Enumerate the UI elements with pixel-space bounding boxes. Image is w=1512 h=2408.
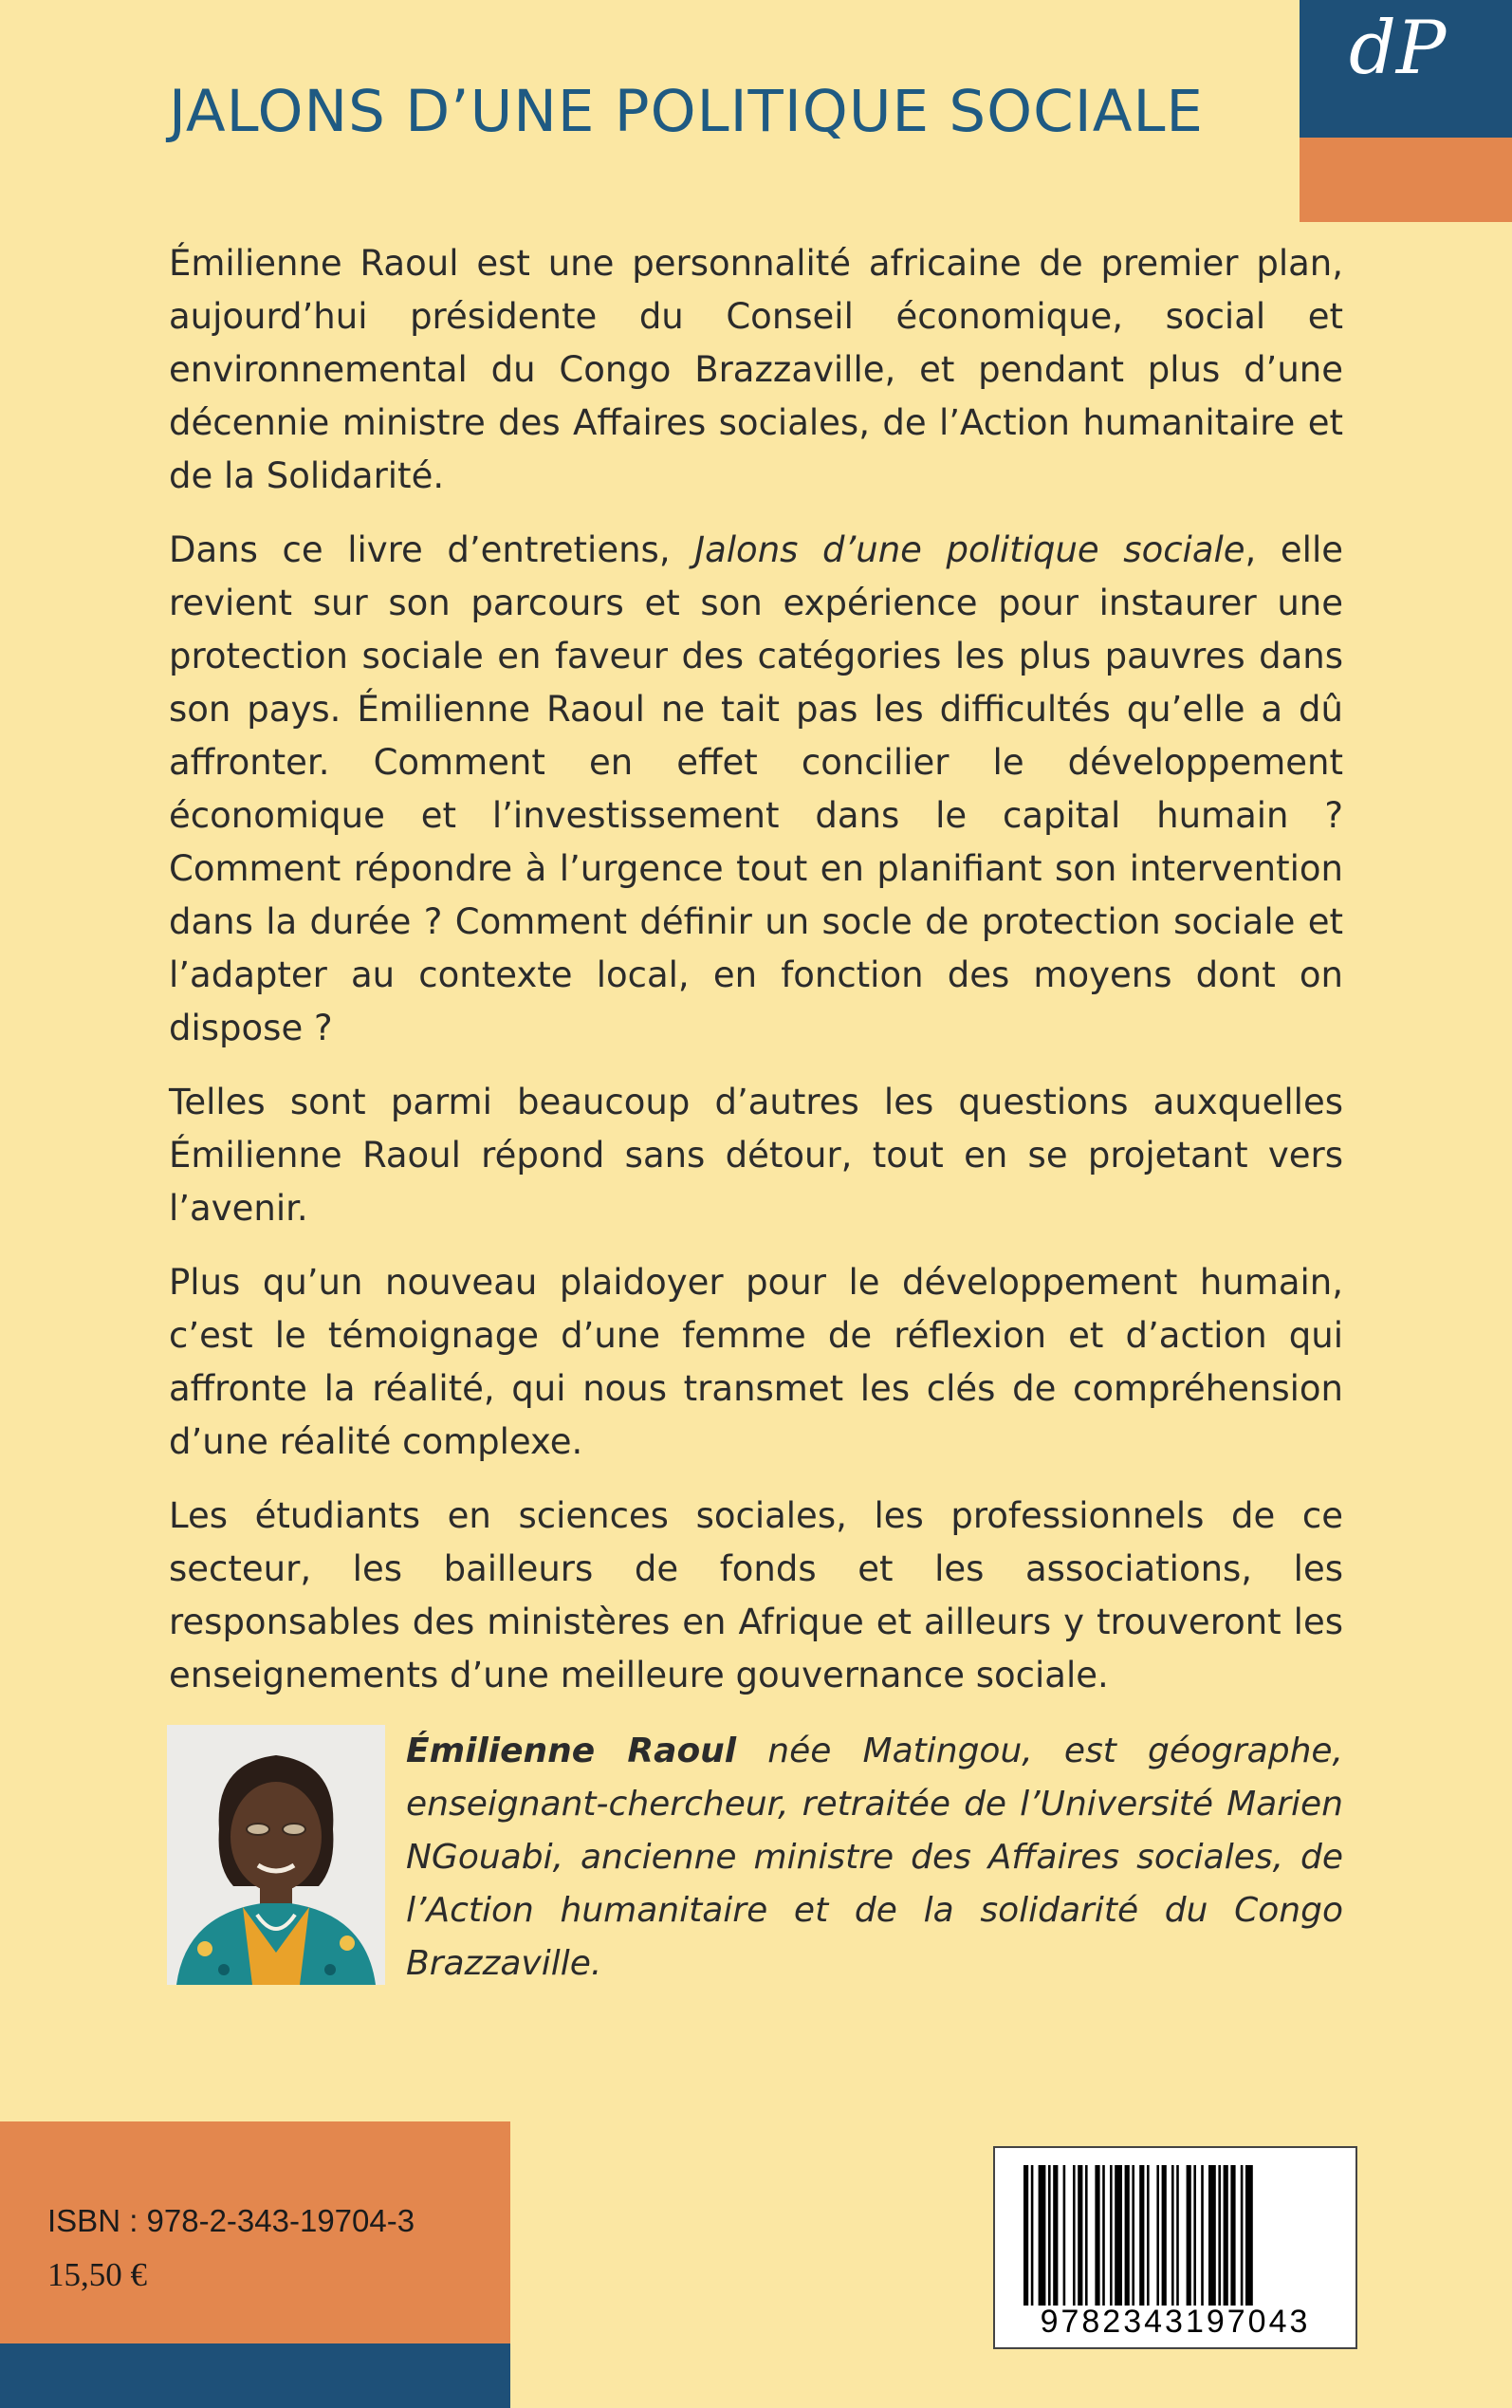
barcode-digits: 9782343197043	[1040, 2304, 1311, 2340]
barcode	[993, 2146, 1357, 2349]
paragraph-5: Les étudiants en sciences sociales, les professionnels de ce secteur, les bailleurs de fonds et les associations, les responsables des ministères en Afrique et ailleurs y trouveront les enseignements d’une meilleure gouvernance sociale.	[169, 1495, 1343, 1695]
barcode-bar	[1125, 2165, 1130, 2306]
author-bio	[406, 1725, 1343, 1991]
barcode-bar	[1053, 2165, 1058, 2306]
barcode-bar	[1095, 2165, 1099, 2306]
barcode-bar	[1102, 2165, 1105, 2306]
author-bio-text: née Matingou, est géographe, enseignant-chercheur, retraitée de l’Université Marien NGouabi, ancienne ministre des Affaires sociales, de l’Action humanitaire et de la solidarité du Congo Brazzaville.	[406, 1732, 1343, 1983]
barcode-bar	[1162, 2165, 1167, 2306]
barcode-bar	[1187, 2165, 1191, 2306]
barcode-icon	[1023, 2165, 1327, 2306]
paragraph-1: Émilienne Raoul est une personnalité africaine de premier plan, aujourd’hui présidente du Conseil économique, social et environnemental du Congo Brazzaville, et pendant plus d’une décennie ministre des Affaires sociales, de l’Action humanitaire et de la Solidarité.	[169, 243, 1343, 496]
barcode-bar	[1110, 2165, 1113, 2306]
barcode-bar	[1023, 2165, 1028, 2306]
barcode-bar	[1176, 2165, 1179, 2306]
logo-blue-panel	[1300, 0, 1512, 138]
barcode-bar	[1048, 2165, 1051, 2306]
barcode-bar	[1230, 2165, 1235, 2306]
logo-orange-panel	[1300, 138, 1512, 222]
price-label: 15,50 €	[47, 2256, 147, 2293]
publisher-logo-block	[1300, 0, 1512, 222]
price-orange-panel	[0, 2121, 510, 2343]
back-cover-text	[169, 237, 1343, 1723]
author-portrait-icon	[167, 1725, 385, 1985]
paragraph-3: Telles sont parmi beaucoup d’autres les questions auxquelles Émilienne Raoul répond sans détour, tout en se projetant vers l’avenir.	[169, 1082, 1343, 1229]
barcode-bar	[1139, 2165, 1144, 2306]
paragraph-2-continued: Émilienne Raoul ne tait pas les difficultés qu’elle a dû affronter. Comment en effet concilier le développement économique et l’investissement dans le capital humain ? Comment répondre à l’urgence tout en planifiant son intervention dans la durée ? Comment définir un socle de protection sociale et l’adapter au contexte local, en fonction des moyens dont on dispose ?	[169, 689, 1343, 1048]
barcode-bar	[1078, 2165, 1082, 2306]
author-name: Émilienne Raoul	[406, 1732, 737, 1770]
barcode-bar	[1147, 2165, 1150, 2306]
publisher-logo-icon: dP	[1349, 6, 1447, 91]
barcode-bar	[1245, 2165, 1253, 2306]
isbn-label: ISBN : 978-2-343-19704-3	[47, 2203, 415, 2238]
book-title: JALONS D’UNE POLITIQUE SOCIALE	[169, 78, 1204, 145]
price-blue-strip	[0, 2343, 510, 2408]
paragraph-4: Plus qu’un nouveau plaidoyer pour le développement humain, c’est le témoignage d’une femme de réflexion et d’action qui affronte la réalité, qui nous transmet les clés de compréhension d’une réalité complexe.	[169, 1262, 1343, 1462]
barcode-bar	[1085, 2165, 1088, 2306]
barcode-bar	[1241, 2165, 1244, 2306]
barcode-bar	[1193, 2165, 1196, 2306]
barcode-bar	[1156, 2165, 1159, 2306]
barcode-bar	[1171, 2165, 1174, 2306]
barcode-bar	[1201, 2165, 1204, 2306]
barcode-bar	[1063, 2165, 1066, 2306]
barcode-bar	[1039, 2165, 1046, 2306]
barcode-bar	[1115, 2165, 1122, 2306]
author-photo	[167, 1725, 385, 1985]
paragraph-2-intro: Dans ce livre d’entretiens,	[169, 529, 695, 570]
barcode-bar	[1073, 2165, 1076, 2306]
barcode-bar	[1132, 2165, 1134, 2306]
barcode-bar	[1031, 2165, 1034, 2306]
paragraph-2-rest: , elle revient sur son parcours et son expérience pour instaurer une protection sociale en faveur des catégories les plus pauvres dans son pays.	[169, 529, 1343, 730]
price-panel	[0, 2121, 510, 2408]
book-title-inline: Jalons d’une politique sociale	[694, 529, 1245, 570]
barcode-bar	[1224, 2165, 1228, 2306]
barcode-bar	[1218, 2165, 1221, 2306]
paragraph-2	[169, 524, 1343, 1055]
barcode-bar	[1208, 2165, 1216, 2306]
